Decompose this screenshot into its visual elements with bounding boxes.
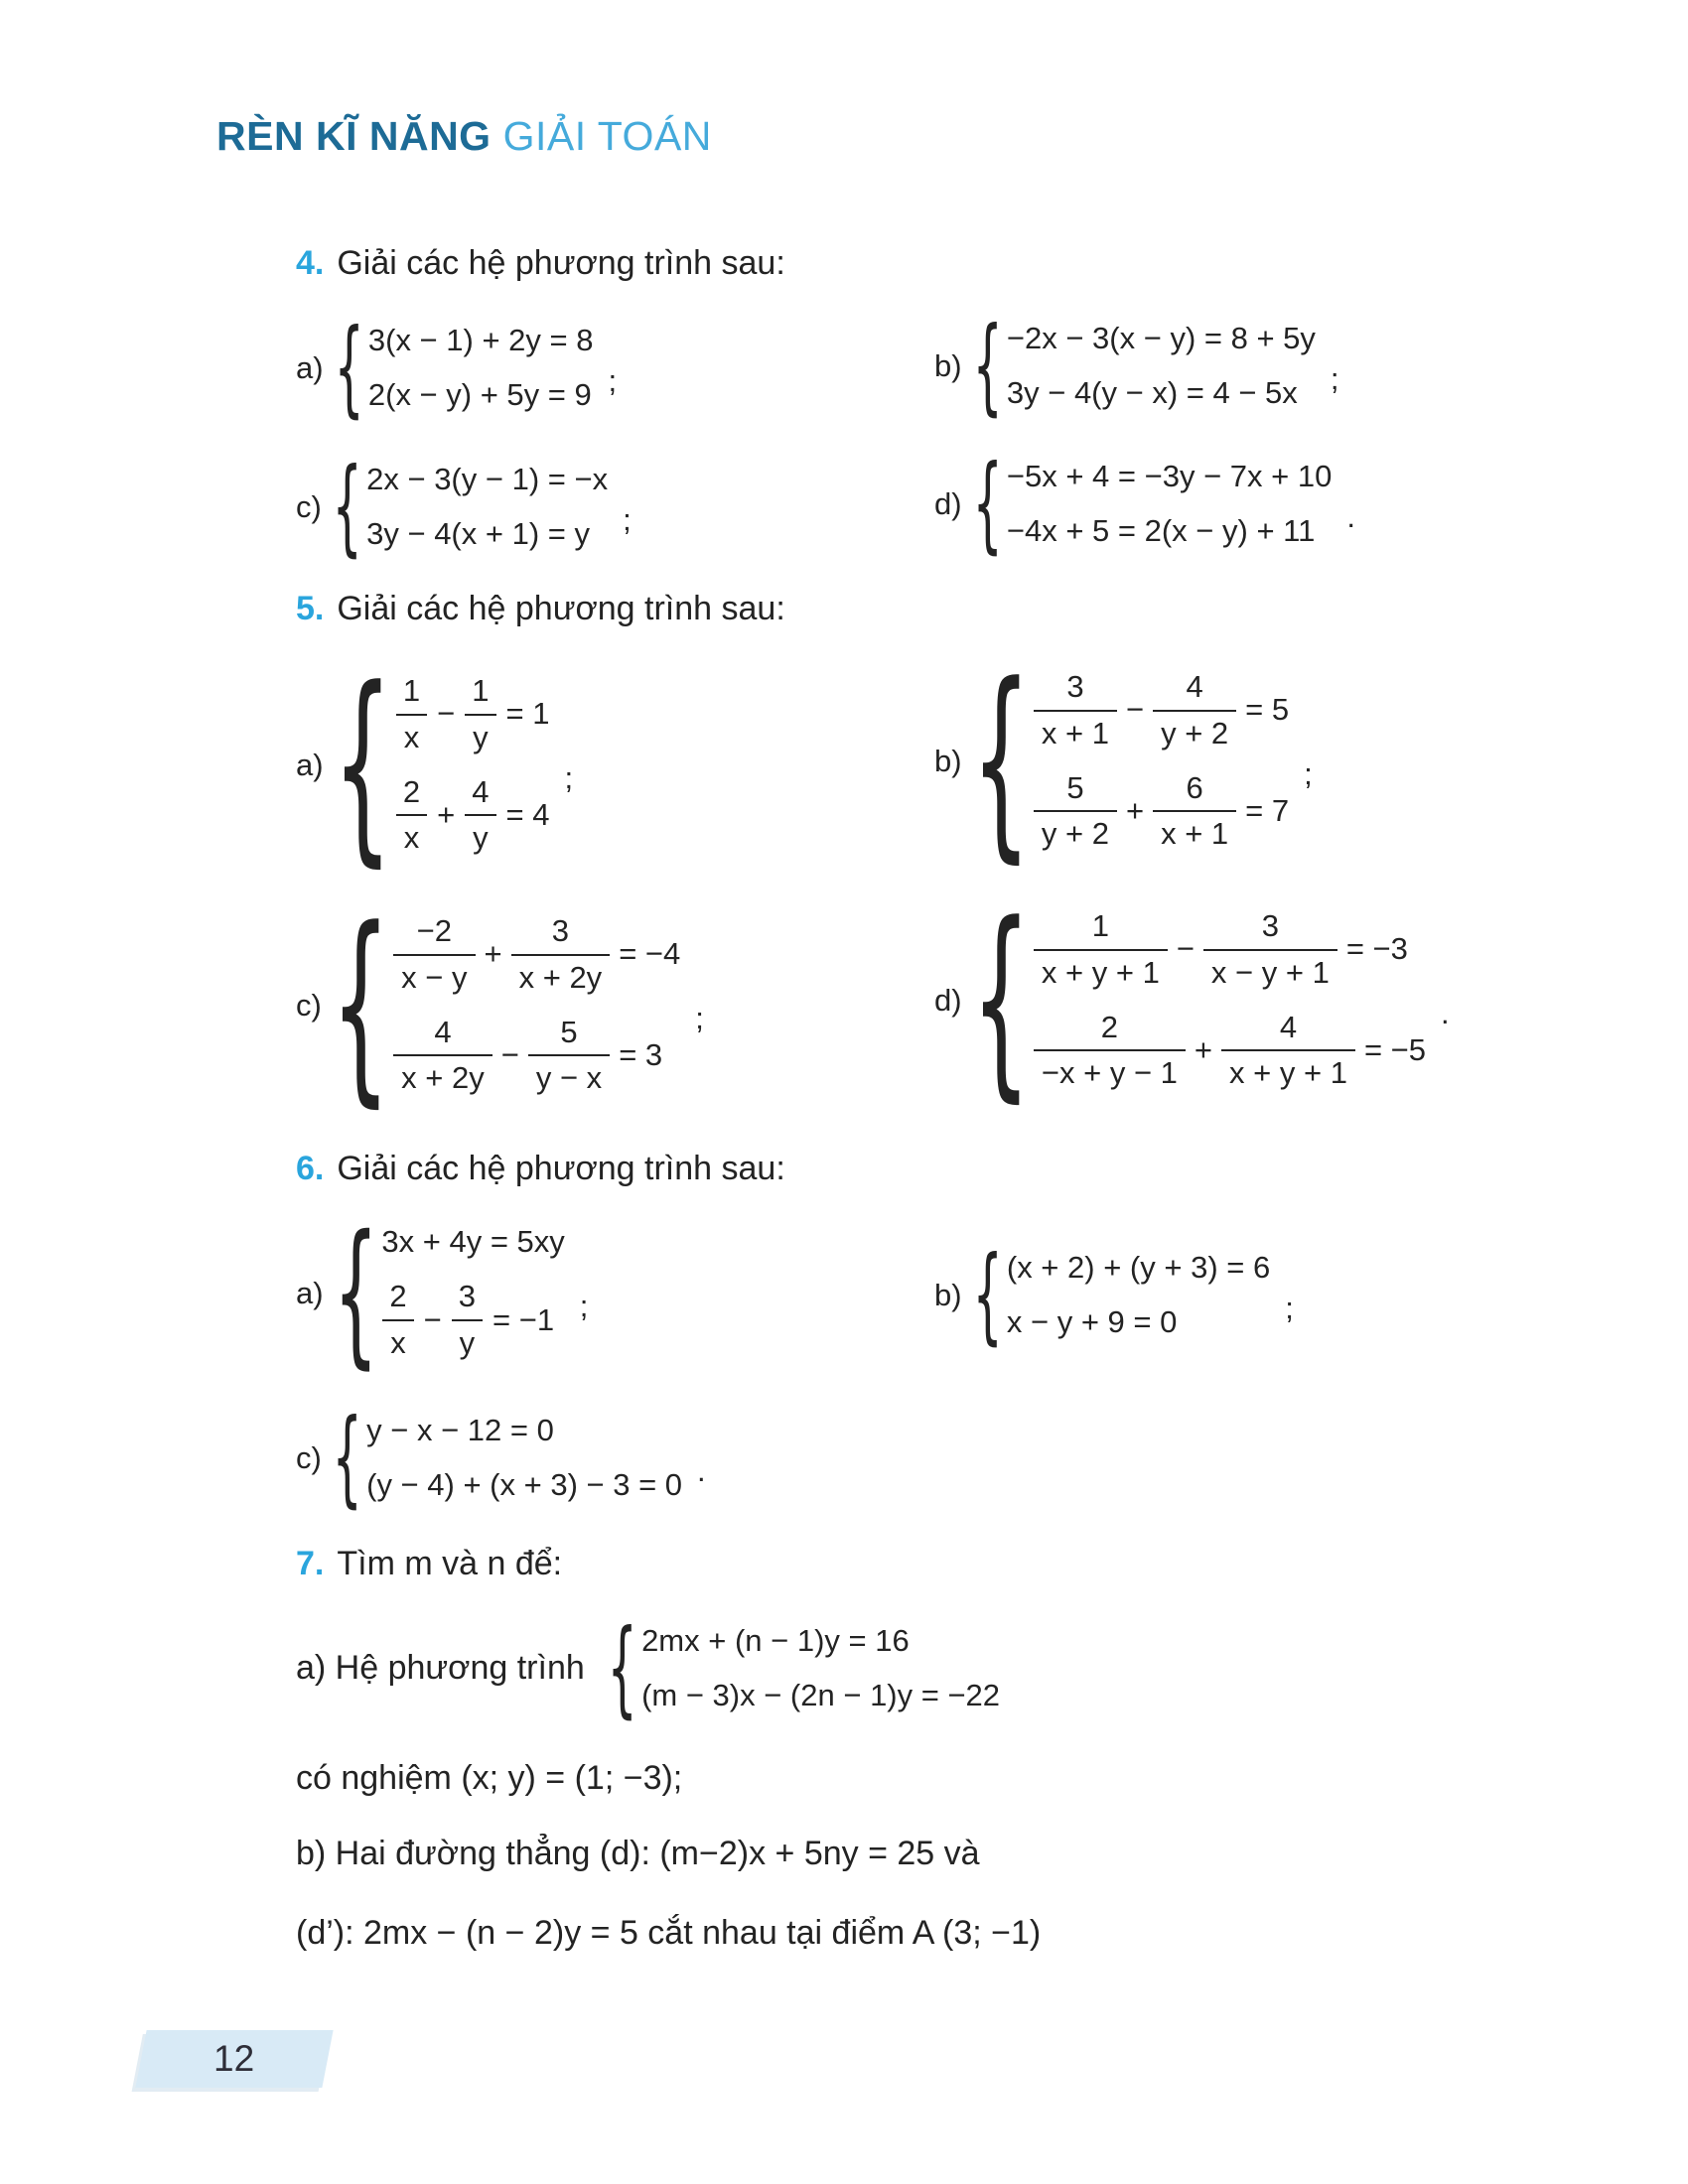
equation-token: + (1194, 1031, 1213, 1067)
problem-7a-lead-text: a) Hệ phương trình (296, 1649, 585, 1687)
page-number: 12 (213, 2038, 255, 2079)
part-label: b) (934, 1277, 962, 1312)
trailing-punctuation: . (1441, 995, 1450, 1030)
system-equations (393, 912, 680, 1098)
fraction-denominator: y (465, 814, 496, 858)
problem-5-number: 5. (296, 590, 325, 627)
equation-token: 2mx + (n − 1)y = 16 (641, 1622, 910, 1658)
fraction-numerator: 3 (458, 1279, 476, 1314)
system-row (607, 1607, 1001, 1728)
fraction (511, 912, 611, 998)
equation-token: = −4 (619, 936, 681, 972)
left-brace: { (333, 1202, 378, 1384)
part-label: d) (934, 485, 962, 521)
problem-5-heading (296, 590, 785, 628)
header-title-strong: RÈN KĨ NĂNG (216, 113, 492, 159)
problem-4-number: 4. (296, 244, 325, 282)
fraction (1034, 1009, 1186, 1094)
problem-7b-line1-text: b) Hai đường thẳng (d): (m−2)x + 5ny = 25 và (296, 1835, 980, 1872)
equation-token: (y − 4) + (x + 3) − 3 = 0 (366, 1466, 683, 1502)
fraction (1153, 769, 1236, 855)
fraction (451, 1278, 484, 1363)
equation-line (366, 515, 608, 554)
equation-token: = −5 (1363, 1031, 1426, 1067)
equation-token: 3y − 4(y − x) = 4 − 5x (1006, 374, 1298, 410)
part-label: d) (934, 982, 962, 1018)
fraction-numerator: 3 (1261, 908, 1279, 943)
left-brace: { (972, 305, 1003, 426)
problem-7-number: 7. (296, 1545, 325, 1582)
system-row (934, 443, 1355, 564)
trailing-punctuation: ; (623, 501, 632, 537)
fraction-denominator: y + 2 (1034, 810, 1117, 854)
system-4a (296, 307, 618, 428)
system-row (934, 880, 1450, 1121)
fraction-numerator: 5 (1066, 769, 1084, 805)
equation-line (1007, 374, 1316, 413)
system-row (296, 1397, 706, 1518)
equation-line (1034, 907, 1426, 993)
fraction (1221, 1009, 1355, 1094)
fraction-denominator: x + y + 1 (1034, 949, 1168, 993)
equation-line (1034, 668, 1289, 753)
equation-token: = −1 (492, 1301, 555, 1337)
fraction (1203, 907, 1337, 993)
fraction (1153, 668, 1236, 753)
equation-line (1034, 769, 1289, 855)
trailing-punctuation: ; (608, 362, 618, 398)
system-6a (296, 1202, 589, 1384)
equation-line (641, 1622, 1000, 1661)
system-equations (368, 322, 594, 415)
trailing-punctuation: ; (1304, 755, 1313, 791)
fraction-numerator: 3 (551, 913, 570, 948)
equation-line (1007, 320, 1316, 358)
fraction (395, 672, 428, 757)
part-label: c) (296, 488, 322, 524)
part-label: a) (296, 349, 324, 385)
equation-token: − (423, 1301, 442, 1337)
system-equations (395, 672, 550, 858)
fraction-denominator: y + 2 (1153, 710, 1236, 753)
equation-line (1007, 1303, 1270, 1342)
system-equations (366, 461, 608, 554)
equation-token: 2x − 3(y − 1) = −x (366, 461, 609, 496)
system-7a (607, 1607, 1001, 1728)
fraction (1034, 769, 1117, 855)
left-brace: { (332, 1397, 362, 1518)
fraction-denominator: x + 1 (1153, 810, 1236, 854)
page-header (216, 113, 712, 160)
fraction-numerator: 4 (472, 773, 490, 809)
trailing-punctuation: ; (564, 759, 574, 795)
equation-token: − (437, 696, 456, 732)
left-brace: { (332, 644, 392, 886)
system-5d (934, 880, 1450, 1121)
equation-token: + (484, 936, 502, 972)
trailing-punctuation: ; (695, 1000, 704, 1035)
problem-6-title: Giải các hệ phương trình sau: (337, 1150, 785, 1187)
equation-line (395, 672, 550, 757)
system-row (296, 644, 574, 886)
equation-line (368, 322, 594, 360)
fraction (1034, 668, 1117, 753)
system-row (934, 305, 1339, 426)
equation-token: 3(x − 1) + 2y = 8 (367, 322, 594, 357)
fraction (393, 912, 475, 998)
system-6b (934, 1234, 1294, 1355)
equation-line (1007, 512, 1332, 551)
fraction (528, 1014, 610, 1099)
fraction-denominator: x − y + 1 (1203, 949, 1337, 993)
fraction (381, 1278, 414, 1363)
part-label: b) (934, 347, 962, 383)
equation-token: = 5 (1245, 692, 1290, 728)
fraction-denominator: x + 1 (1034, 710, 1117, 753)
equation-token: 3y − 4(x + 1) = y (366, 515, 590, 551)
fraction (395, 773, 428, 859)
equation-token: (x + 2) + (y + 3) = 6 (1006, 1249, 1271, 1285)
fraction-numerator: 6 (1186, 769, 1203, 805)
trailing-punctuation: . (1346, 498, 1355, 534)
system-equations (1034, 907, 1426, 1093)
left-brace: { (332, 446, 362, 567)
fraction (464, 672, 496, 757)
equation-line (393, 912, 680, 998)
system-equations (641, 1622, 1000, 1715)
equation-token: + (1125, 792, 1145, 828)
system-equations (1007, 458, 1332, 551)
fraction-denominator: x (382, 1319, 414, 1363)
equation-line (366, 1466, 682, 1505)
system-4c (296, 446, 632, 567)
part-label: b) (934, 743, 962, 778)
fraction-denominator: x − y (393, 954, 475, 998)
equation-line (381, 1223, 564, 1262)
equation-line (1007, 458, 1332, 496)
problem-7a-row (296, 1607, 1001, 1728)
problem-6-heading (296, 1150, 785, 1188)
system-6c (296, 1397, 706, 1518)
part-label: c) (296, 1439, 322, 1475)
left-brace: { (970, 640, 1031, 882)
equation-token: −2x − 3(x − y) = 8 + 5y (1006, 320, 1316, 355)
fraction (464, 773, 496, 859)
problem-7a-solution-text: có nghiệm (x; y) = (1; −3); (296, 1759, 683, 1797)
trailing-punctuation: ; (1285, 1290, 1294, 1325)
fraction-denominator: −x + y − 1 (1034, 1049, 1186, 1093)
fraction-numerator: 5 (560, 1014, 578, 1049)
system-equations (366, 1412, 682, 1505)
problem-4-heading (296, 244, 785, 283)
left-brace: { (972, 443, 1003, 564)
system-equations (1007, 320, 1316, 413)
left-brace: { (331, 885, 390, 1126)
fraction-numerator: −2 (416, 913, 452, 948)
equation-token: −4x + 5 = 2(x − y) + 11 (1006, 512, 1316, 548)
fraction-numerator: 4 (434, 1014, 452, 1049)
equation-token: 3x + 4y = 5xy (381, 1224, 565, 1260)
fraction-numerator: 4 (1186, 669, 1203, 704)
equation-line (368, 376, 594, 415)
problem-7-title: Tìm m và n để: (337, 1545, 563, 1582)
equation-token: = 7 (1245, 792, 1290, 828)
equation-token: −5x + 4 = −3y − 7x + 10 (1006, 458, 1333, 493)
trailing-punctuation: . (697, 1452, 706, 1488)
system-4d (934, 443, 1355, 564)
part-label: a) (296, 747, 324, 782)
equation-token: + (437, 796, 456, 832)
left-brace: { (972, 1234, 1003, 1355)
equation-line (395, 773, 550, 859)
equation-token: = 3 (619, 1036, 663, 1072)
left-brace: { (334, 307, 364, 428)
problem-7b-line2-text: (d’): 2mx − (n − 2)y = 5 cắt nhau tại điểm A (3; −1) (296, 1914, 1042, 1952)
system-equations (381, 1223, 564, 1362)
problem-6-number: 6. (296, 1150, 325, 1187)
system-4b (934, 305, 1339, 426)
left-brace: { (607, 1607, 637, 1728)
fraction-denominator: x (396, 714, 428, 757)
equation-line (1034, 1009, 1426, 1094)
equation-line (366, 1412, 682, 1450)
fraction-denominator: x (396, 814, 428, 858)
system-5a (296, 644, 574, 886)
header-title-light: GIẢI TOÁN (502, 113, 712, 159)
equation-token: − (500, 1036, 519, 1072)
fraction-numerator: 3 (1066, 669, 1084, 704)
fraction-numerator: 4 (1279, 1009, 1298, 1044)
equation-token: − (1125, 692, 1145, 728)
part-label: a) (296, 1275, 324, 1310)
fraction (1034, 907, 1168, 993)
fraction-numerator: 1 (472, 673, 490, 708)
equation-token: = 1 (505, 696, 550, 732)
system-row (296, 1202, 589, 1384)
equation-token: x − y + 9 = 0 (1006, 1303, 1178, 1339)
left-brace: { (970, 880, 1031, 1121)
equation-line (641, 1677, 1000, 1715)
trailing-punctuation: ; (579, 1288, 589, 1323)
system-row (296, 885, 704, 1126)
equation-line (366, 461, 608, 499)
equation-token: = 4 (505, 796, 550, 832)
problem-7-heading (296, 1545, 562, 1583)
fraction-numerator: 2 (402, 773, 421, 809)
fraction-denominator: y (452, 1319, 484, 1363)
fraction-denominator: x + 2y (393, 1054, 492, 1098)
equation-token: = −3 (1345, 931, 1408, 967)
system-row (934, 640, 1313, 882)
part-label: c) (296, 987, 322, 1023)
fraction-numerator: 1 (1091, 908, 1109, 943)
system-equations (1034, 668, 1289, 854)
trailing-punctuation: ; (1330, 360, 1339, 396)
fraction-numerator: 1 (402, 673, 421, 708)
problem-4-title: Giải các hệ phương trình sau: (337, 244, 785, 282)
fraction-numerator: 2 (389, 1279, 407, 1314)
fraction-denominator: x + y + 1 (1221, 1049, 1355, 1093)
system-5b (934, 640, 1313, 882)
system-row (296, 307, 618, 428)
equation-token: y − x − 12 = 0 (366, 1412, 554, 1447)
equation-token: 2(x − y) + 5y = 9 (367, 376, 592, 412)
system-equations (1007, 1249, 1270, 1342)
equation-token: (m − 3)x − (2n − 1)y = −22 (641, 1677, 1001, 1712)
page-number-tab (135, 2030, 333, 2088)
equation-line (393, 1014, 680, 1099)
equation-line (1007, 1249, 1270, 1288)
equation-token: − (1176, 931, 1195, 967)
problem-5-title: Giải các hệ phương trình sau: (337, 590, 785, 627)
fraction-denominator: y − x (528, 1054, 610, 1098)
system-row (296, 446, 632, 567)
fraction (393, 1014, 492, 1099)
equation-line (381, 1278, 564, 1363)
fraction-denominator: y (465, 714, 496, 757)
system-row (934, 1234, 1294, 1355)
system-5c (296, 885, 704, 1126)
fraction-numerator: 2 (1100, 1009, 1119, 1044)
fraction-denominator: x + 2y (511, 954, 611, 998)
